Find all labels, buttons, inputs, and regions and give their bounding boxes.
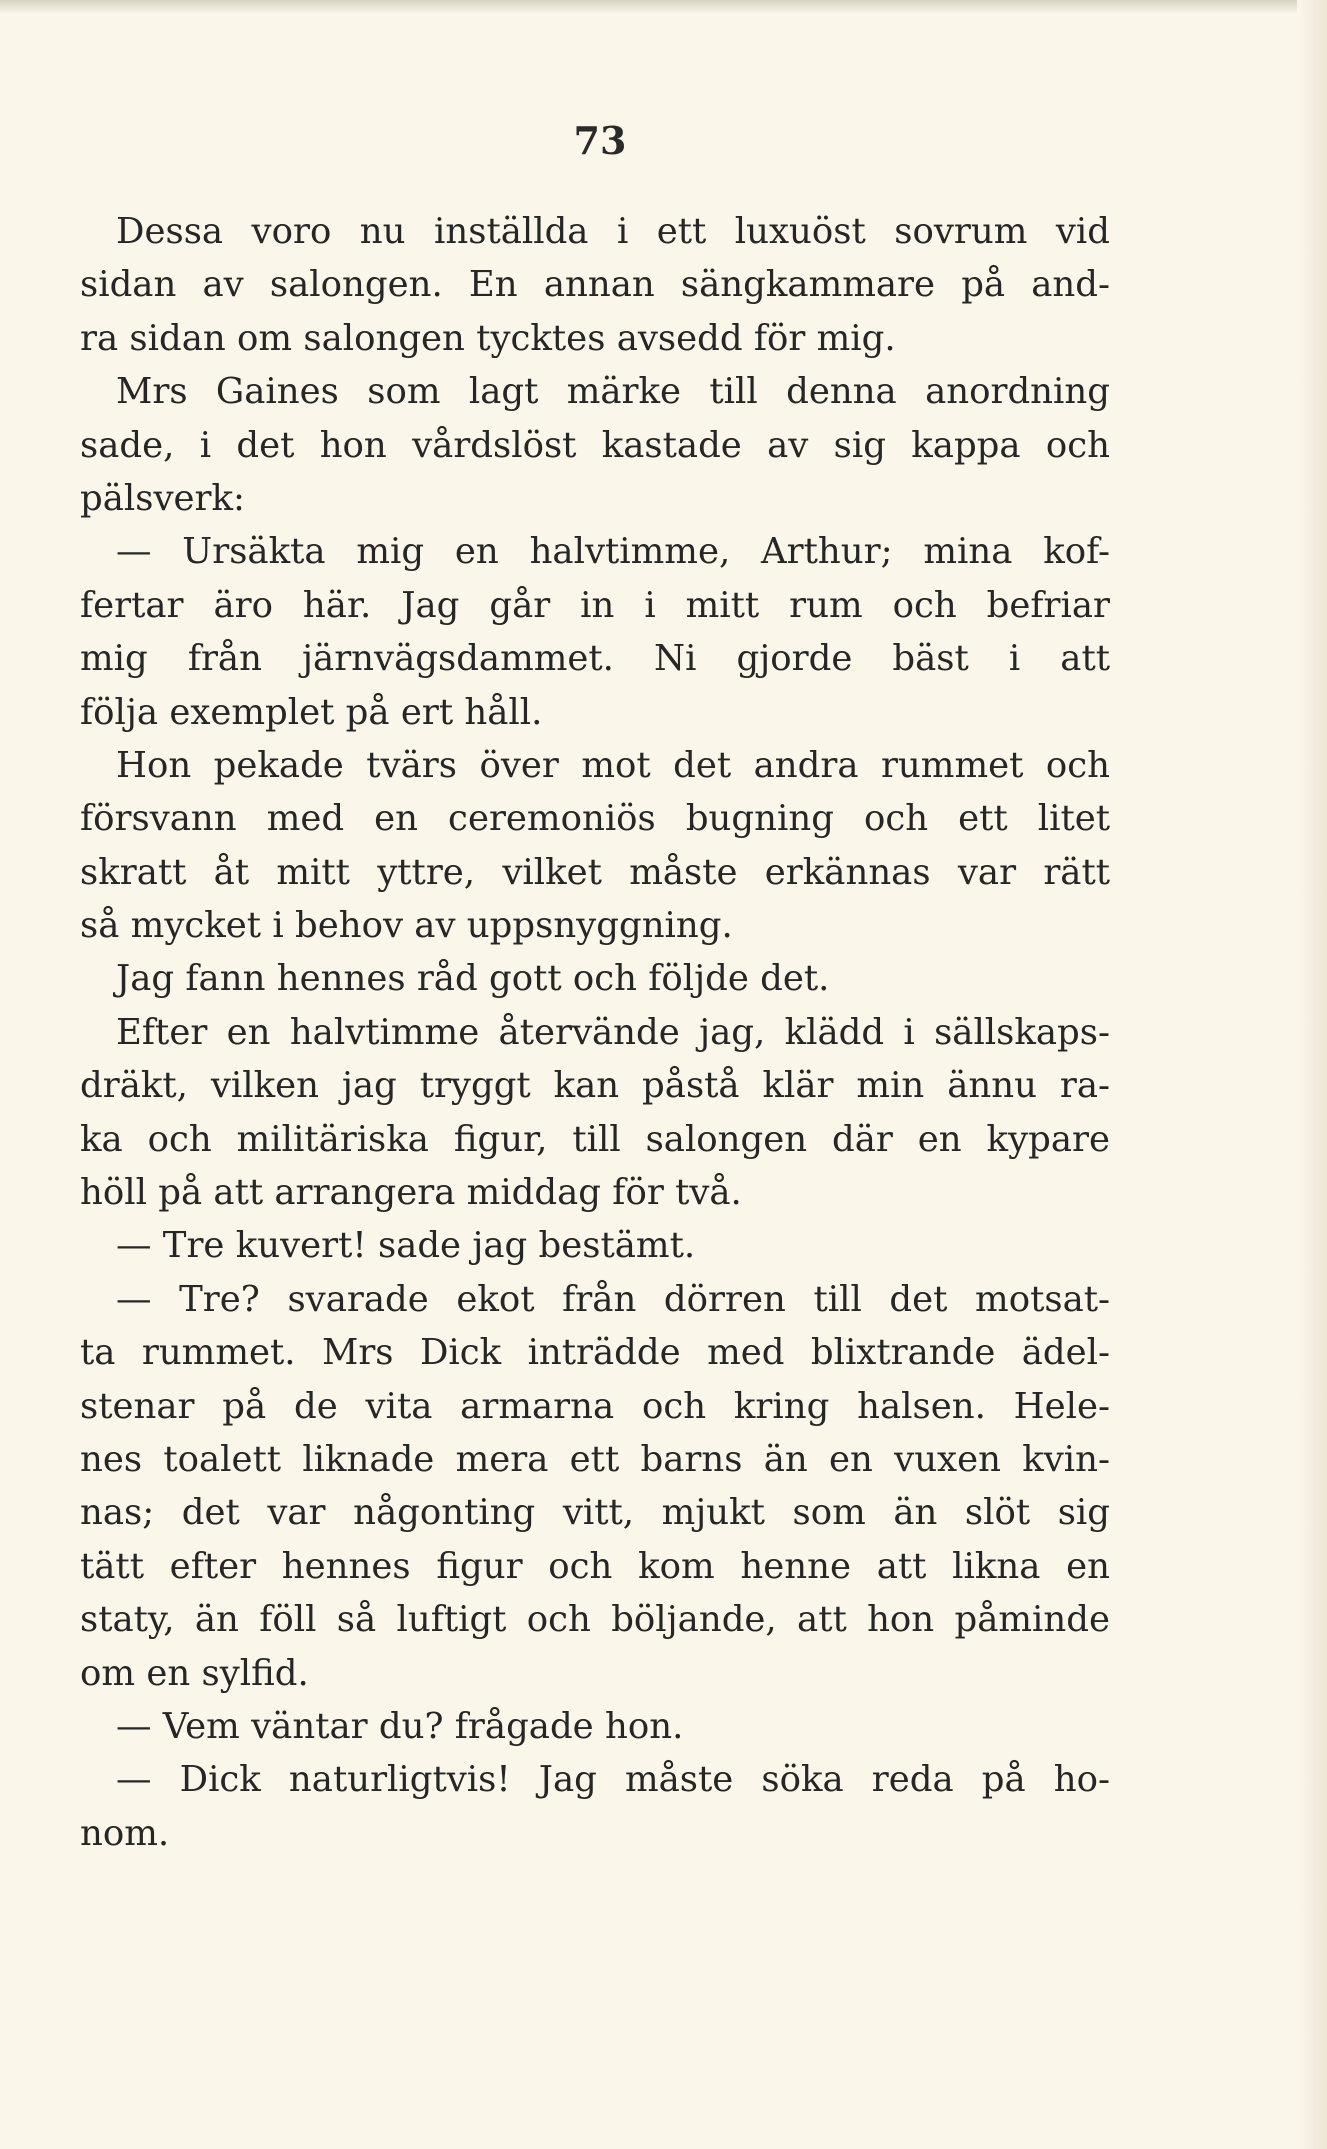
text-line: pälsverk:	[80, 477, 245, 519]
text-line: sade, i det hon vårdslöst kastade av sig kappa och	[80, 424, 1110, 466]
text-line: försvann med en ceremoniös bugning och ett litet	[80, 798, 1110, 840]
text-line: ta rummet. Mrs Dick inträdde med blixtrande ädel-	[80, 1332, 1110, 1374]
text-line: — Tre? svarade ekot från dörren till det motsat-	[116, 1278, 1110, 1320]
text-line: så mycket i behov av uppsnyggning.	[80, 905, 733, 947]
text-line: ka och militäriska figur, till salongen där en kypare	[80, 1118, 1110, 1160]
text-line: sidan av salongen. En annan sängkammare på and-	[80, 264, 1110, 306]
text-line: — Dick naturligtvis! Jag måste söka reda på ho-	[116, 1759, 1110, 1801]
text-line: dräkt, vilken jag tryggt kan påstå klär min ännu ra-	[80, 1065, 1110, 1107]
body-text	[80, 205, 1110, 1860]
page-top-edge	[0, 0, 1327, 14]
text-line: staty, än föll så luftigt och böljande, att hon påminde	[80, 1599, 1110, 1641]
text-line: följa exemplet på ert håll.	[80, 691, 543, 733]
page-number: 73	[573, 118, 627, 163]
text-line: mig från järnvägsdammet. Ni gjorde bäst i att	[80, 638, 1110, 680]
text-line: ra sidan om salongen tycktes avsedd för mig.	[80, 317, 896, 359]
text-line: Efter en halvtimme återvände jag, klädd i sällskaps-	[116, 1011, 1110, 1053]
text-line: nas; det var någonting vitt, mjukt som än slöt sig	[80, 1492, 1110, 1534]
text-line: Hon pekade tvärs över mot det andra rummet och	[116, 744, 1110, 786]
text-line: om en sylfid.	[80, 1652, 309, 1694]
text-line: stenar på de vita armarna och kring halsen. Hele-	[80, 1385, 1110, 1427]
text-line: nom.	[80, 1812, 170, 1854]
text-line: skratt åt mitt yttre, vilket måste erkännas var rätt	[80, 851, 1110, 893]
text-line: höll på att arrangera middag för två.	[80, 1172, 742, 1214]
text-line: fertar äro här. Jag går in i mitt rum och befriar	[80, 584, 1110, 626]
text-line: tätt efter hennes figur och kom henne att likna en	[80, 1545, 1110, 1587]
text-line: — Vem väntar du? frågade hon.	[116, 1705, 684, 1747]
text-line: Jag fann hennes råd gott och följde det.	[116, 958, 830, 1000]
text-line: — Tre kuvert! sade jag bestämt.	[116, 1225, 696, 1267]
page-right-edge	[1297, 0, 1327, 2149]
text-line: Dessa voro nu inställda i ett luxuöst sovrum vid	[116, 211, 1110, 252]
text-line: — Ursäkta mig en halvtimme, Arthur; mina kof-	[116, 531, 1110, 573]
text-line: Mrs Gaines som lagt märke till denna anordning	[116, 371, 1110, 413]
text-line: nes toalett liknade mera ett barns än en vuxen kvin-	[80, 1438, 1110, 1480]
